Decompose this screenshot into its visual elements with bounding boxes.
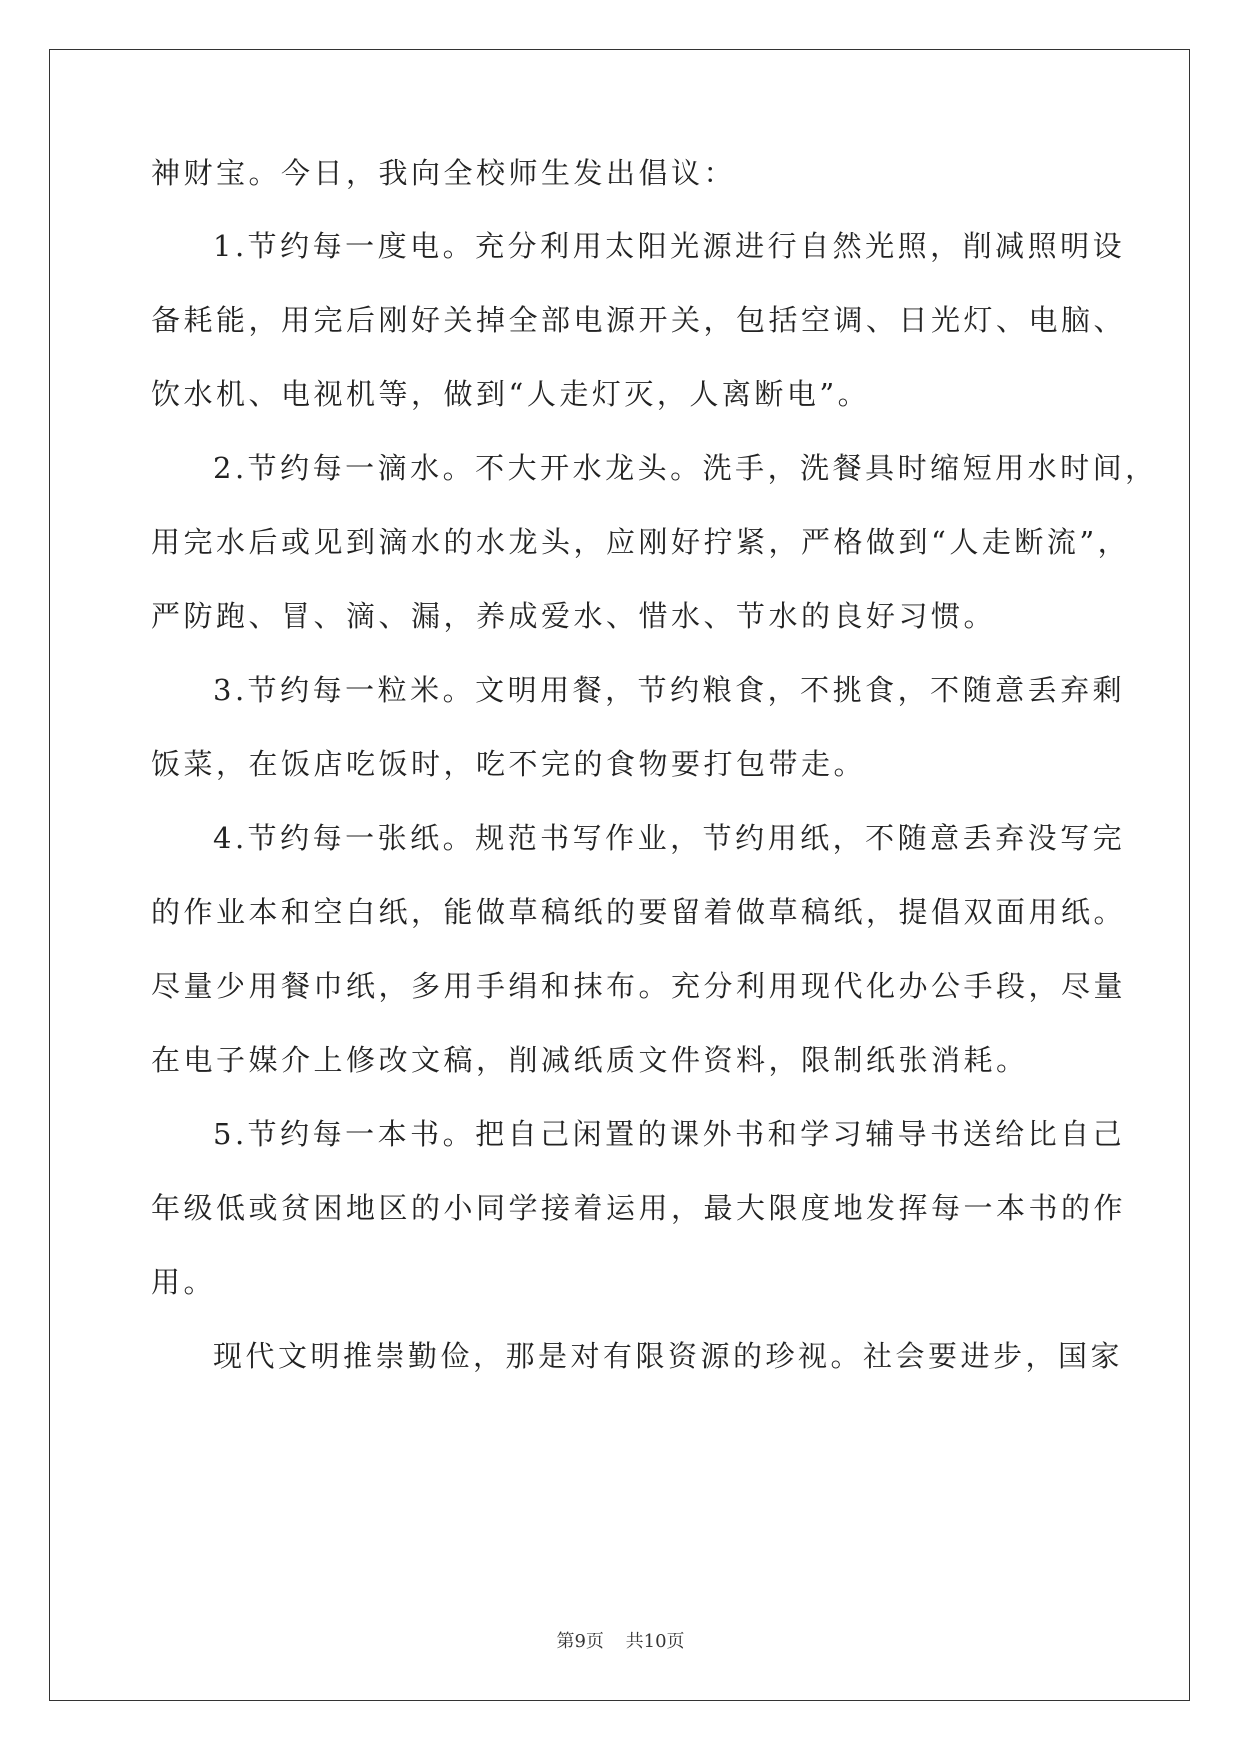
page-footer [0,1630,1241,1654]
page-number: 第9页 [556,1631,604,1652]
text-line: 严防跑、冒、滴、漏，养成爱水、惜水、节水的良好习惯。 [151,599,997,633]
text-line: 现代文明推崇勤俭，那是对有限资源的珍视。社会要进步，国家 [213,1339,1124,1373]
text-line: 用。 [151,1265,217,1299]
text-line: 5.节约每一本书。把自己闲置的课外书和学习辅导书送给比自己 [213,1117,1126,1151]
text-line: 3.节约每一粒米。文明用餐，节约粮食，不挑食，不随意丢弃剩 [213,673,1126,707]
text-line: 1.节约每一度电。充分利用太阳光源进行自然光照，削减照明设 [213,229,1126,263]
text-line: 饭菜，在饭店吃饭时，吃不完的食物要打包带走。 [151,747,867,781]
text-line: 尽量少用餐巾纸，多用手绢和抹布。充分利用现代化办公手段，尽量 [151,969,1127,1003]
text-line: 神财宝。今日，我向全校师生发出倡议： [151,156,737,190]
text-line: 4.节约每一张纸。规范书写作业，节约用纸，不随意丢弃没写完 [213,821,1126,855]
page-total: 共10页 [625,1631,685,1652]
text-line: 备耗能，用完后刚好关掉全部电源开关，包括空调、日光灯、电脑、 [151,303,1127,337]
page-border [49,49,1190,1701]
text-line: 年级低或贫困地区的小同学接着运用，最大限度地发挥每一本书的作 [151,1191,1127,1225]
text-line: 2.节约每一滴水。不大开水龙头。洗手，洗餐具时缩短用水时间， [213,451,1158,485]
text-line: 在电子媒介上修改文稿，削减纸质文件资料，限制纸张消耗。 [151,1043,1029,1077]
text-line: 用完水后或见到滴水的水龙头，应刚好拧紧，严格做到“人走断流”， [151,525,1131,559]
text-line: 的作业本和空白纸，能做草稿纸的要留着做草稿纸，提倡双面用纸。 [151,895,1127,929]
text-line: 饮水机、电视机等，做到“人走灯灭，人离断电”。 [151,377,871,411]
